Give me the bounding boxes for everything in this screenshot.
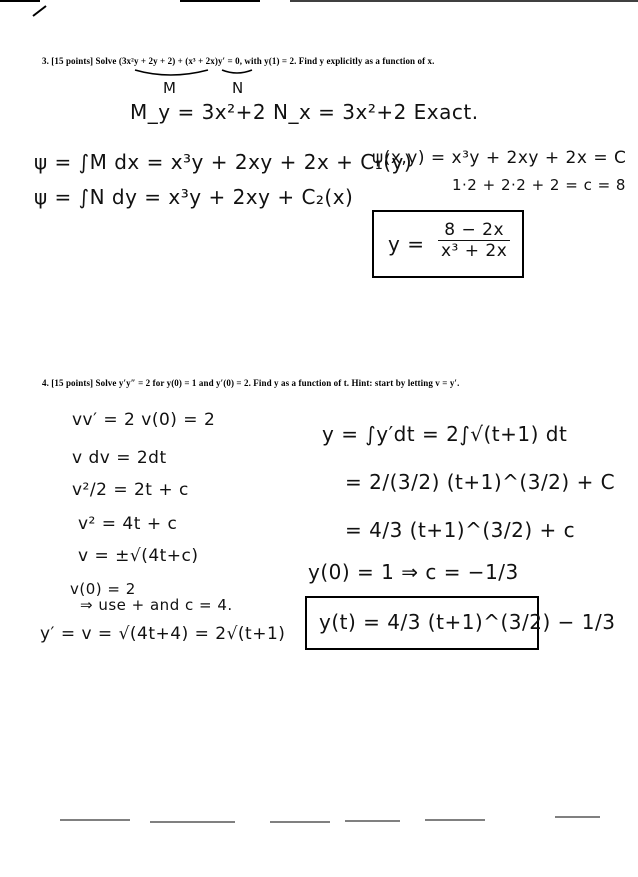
exactness-check: M_y = 3x²+2 N_x = 3x²+2 Exact. — [130, 100, 479, 124]
step-left-8: y′ = v = √(4t+4) = 2√(t+1) — [40, 624, 286, 644]
answer-numerator: 8 − 2x — [438, 220, 510, 241]
answer-denominator: x³ + 2x — [441, 241, 508, 261]
step-right-1: y = ∫y′dt = 2∫√(t+1) dt — [322, 422, 568, 446]
answer-fraction — [438, 220, 510, 261]
psi-integral-x: ψ = ∫M dx = x³y + 2xy + 2x + C₁(y) — [34, 150, 413, 174]
step-left-6: v(0) = 2 — [70, 580, 136, 598]
step-left-3: v²/2 = 2t + c — [72, 480, 189, 500]
step-right-3: = 4/3 (t+1)^(3/2) + c — [345, 518, 576, 542]
step-right-2: = 2/(3/2) (t+1)^(3/2) + C — [345, 470, 616, 494]
answer-4: y(t) = 4/3 (t+1)^(3/2) − 1/3 — [319, 610, 616, 634]
problem-4-statement: 4. [15 points] Solve y′y″ = 2 for y(0) = 1 and y′(0) = 2. Find y as a function of t. Hint: start by letting v = y′. — [42, 378, 460, 388]
label-n: N — [232, 79, 244, 97]
step-left-2: v dv = 2dt — [72, 448, 167, 468]
constant-evaluation: 1·2 + 2·2 + 2 = c = 8 — [452, 176, 626, 194]
answer-box-3 — [372, 210, 524, 278]
problem-3-statement: 3. [15 points] Solve (3x²y + 2y + 2) + (x³ + 2x)y′ = 0, with y(1) = 2. Find y explicitly as a function of x. — [42, 56, 435, 66]
step-left-4: v² = 4t + c — [78, 514, 178, 534]
step-left-7: ⇒ use + and c = 4. — [80, 596, 233, 614]
psi-integral-y: ψ = ∫N dy = x³y + 2xy + C₂(x) — [34, 185, 354, 209]
step-left-1: vv′ = 2 v(0) = 2 — [72, 410, 216, 430]
answer-box-4 — [305, 596, 616, 650]
step-left-5: v = ±√(4t+c) — [78, 546, 199, 566]
label-m: M — [163, 79, 177, 97]
psi-result: ψ(x,y) = x³y + 2xy + 2x = C — [372, 148, 627, 168]
step-right-4: y(0) = 1 ⇒ c = −1/3 — [308, 560, 519, 584]
answer-lhs: y = — [388, 232, 425, 256]
